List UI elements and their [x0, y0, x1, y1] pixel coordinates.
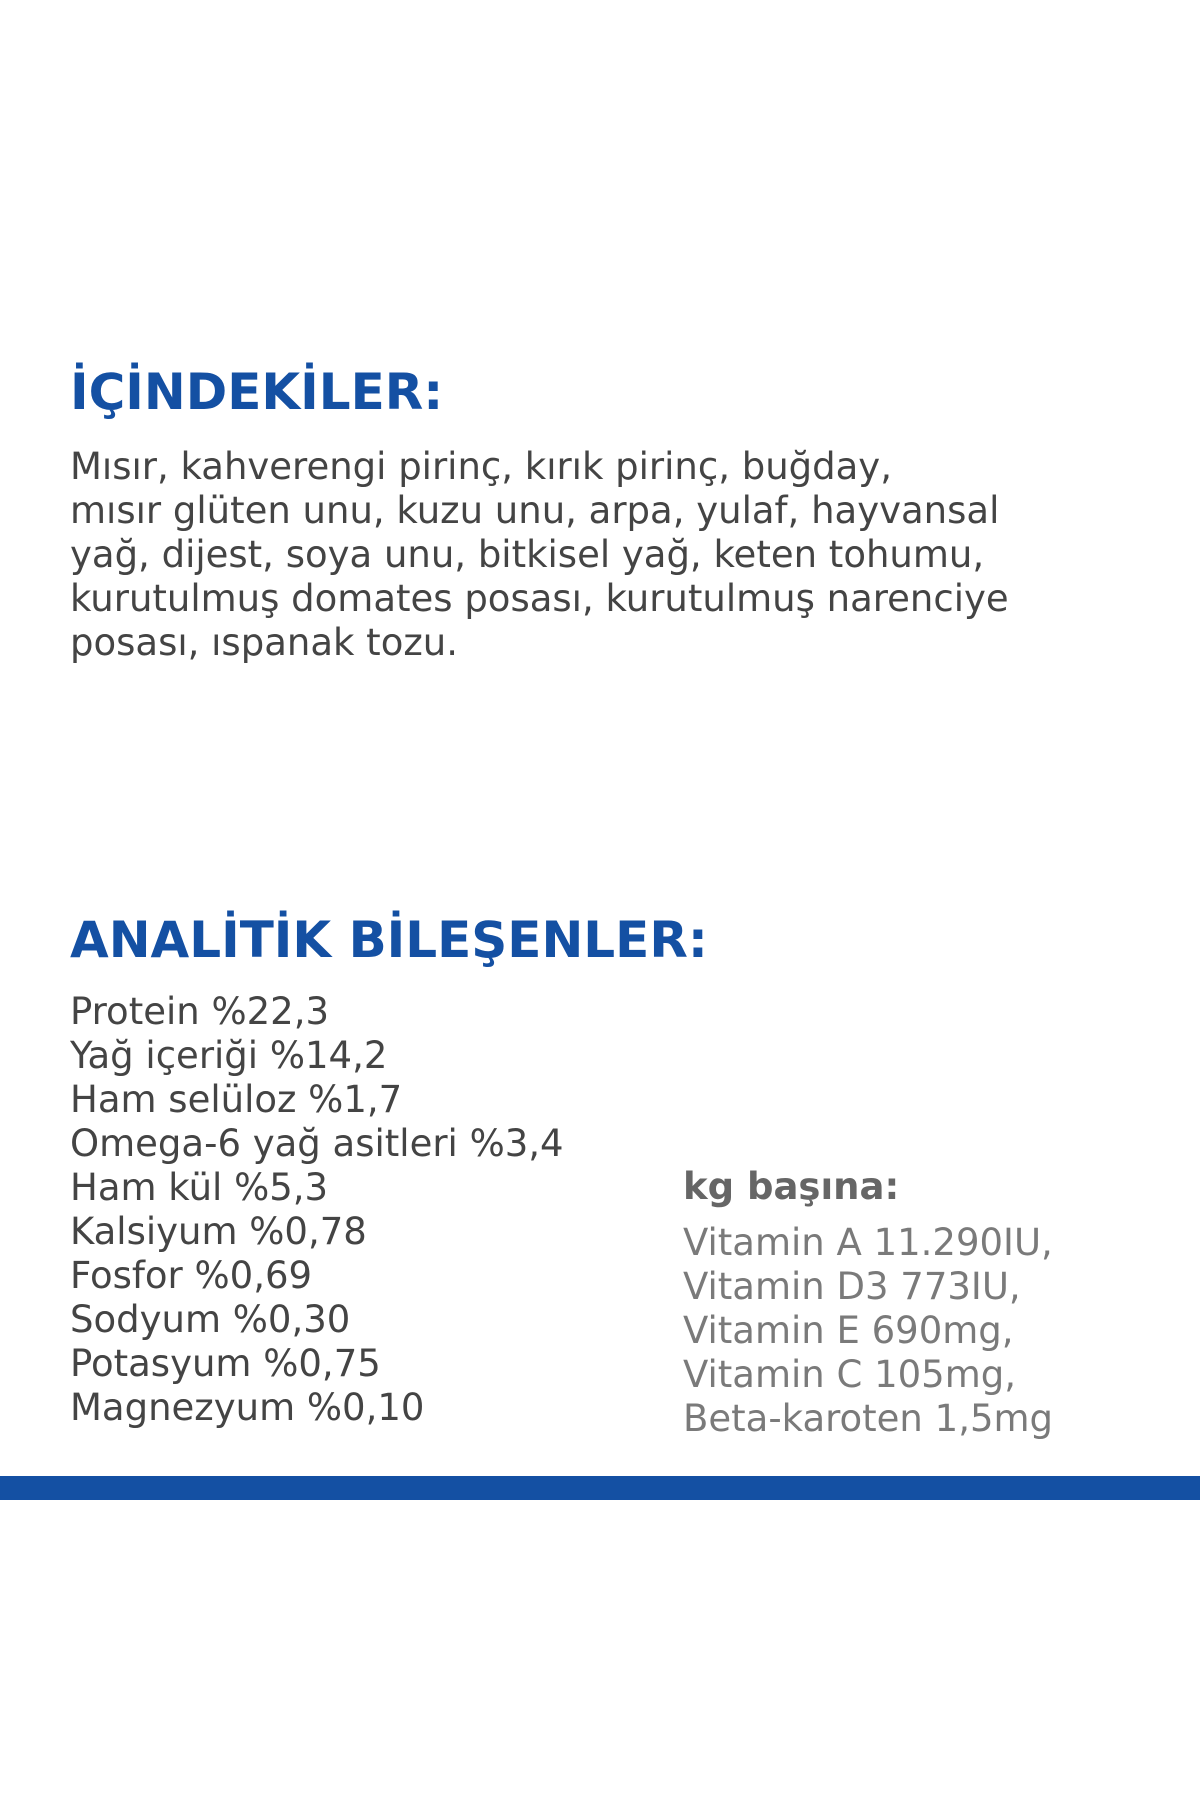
vitamin-item: Vitamin E 690mg,	[683, 1309, 1014, 1352]
analytic-item: Potasyum %0,75	[70, 1342, 381, 1385]
bottom-blue-bar	[0, 1476, 1200, 1500]
vitamin-list	[683, 1221, 1153, 1441]
vitamin-item: Vitamin A 11.290IU,	[683, 1221, 1053, 1264]
ingredients-line: kurutulmuş domates posası, kurutulmuş narenciye	[70, 577, 1009, 620]
analytic-list	[70, 990, 564, 1430]
analytic-item: Ham kül %5,3	[70, 1166, 329, 1209]
ingredients-line: yağ, dijest, soya unu, bitkisel yağ, keten tohumu,	[70, 533, 985, 576]
ingredients-line: mısır glüten unu, kuzu unu, arpa, yulaf, hayvansal	[70, 489, 1000, 532]
analytic-item: Magnezyum %0,10	[70, 1386, 425, 1429]
vitamin-item: Vitamin D3 773IU,	[683, 1265, 1021, 1308]
analytic-item: Yağ içeriği %14,2	[70, 1034, 388, 1077]
analytic-item: Fosfor %0,69	[70, 1254, 313, 1297]
ingredients-line: posası, ıspanak tozu.	[70, 621, 458, 664]
analytics-heading: ANALİTİK BİLEŞENLER:	[70, 911, 708, 969]
analytic-item: Kalsiyum %0,78	[70, 1210, 367, 1253]
per-kg-title: kg başına:	[683, 1165, 900, 1208]
analytic-item: Protein %22,3	[70, 990, 329, 1033]
analytic-item: Sodyum %0,30	[70, 1298, 351, 1341]
analytic-item: Ham selüloz %1,7	[70, 1078, 403, 1121]
analytic-item: Omega-6 yağ asitleri %3,4	[70, 1122, 564, 1165]
vitamin-item: Beta-karoten 1,5mg	[683, 1397, 1054, 1440]
vitamin-item: Vitamin C 105mg,	[683, 1353, 1016, 1396]
per-kg-section	[683, 1163, 1153, 1441]
ingredients-text	[70, 445, 1160, 665]
ingredients-heading: İÇİNDEKİLER:	[70, 363, 444, 421]
ingredients-line: Mısır, kahverengi pirinç, kırık pirinç, buğday,	[70, 445, 892, 488]
